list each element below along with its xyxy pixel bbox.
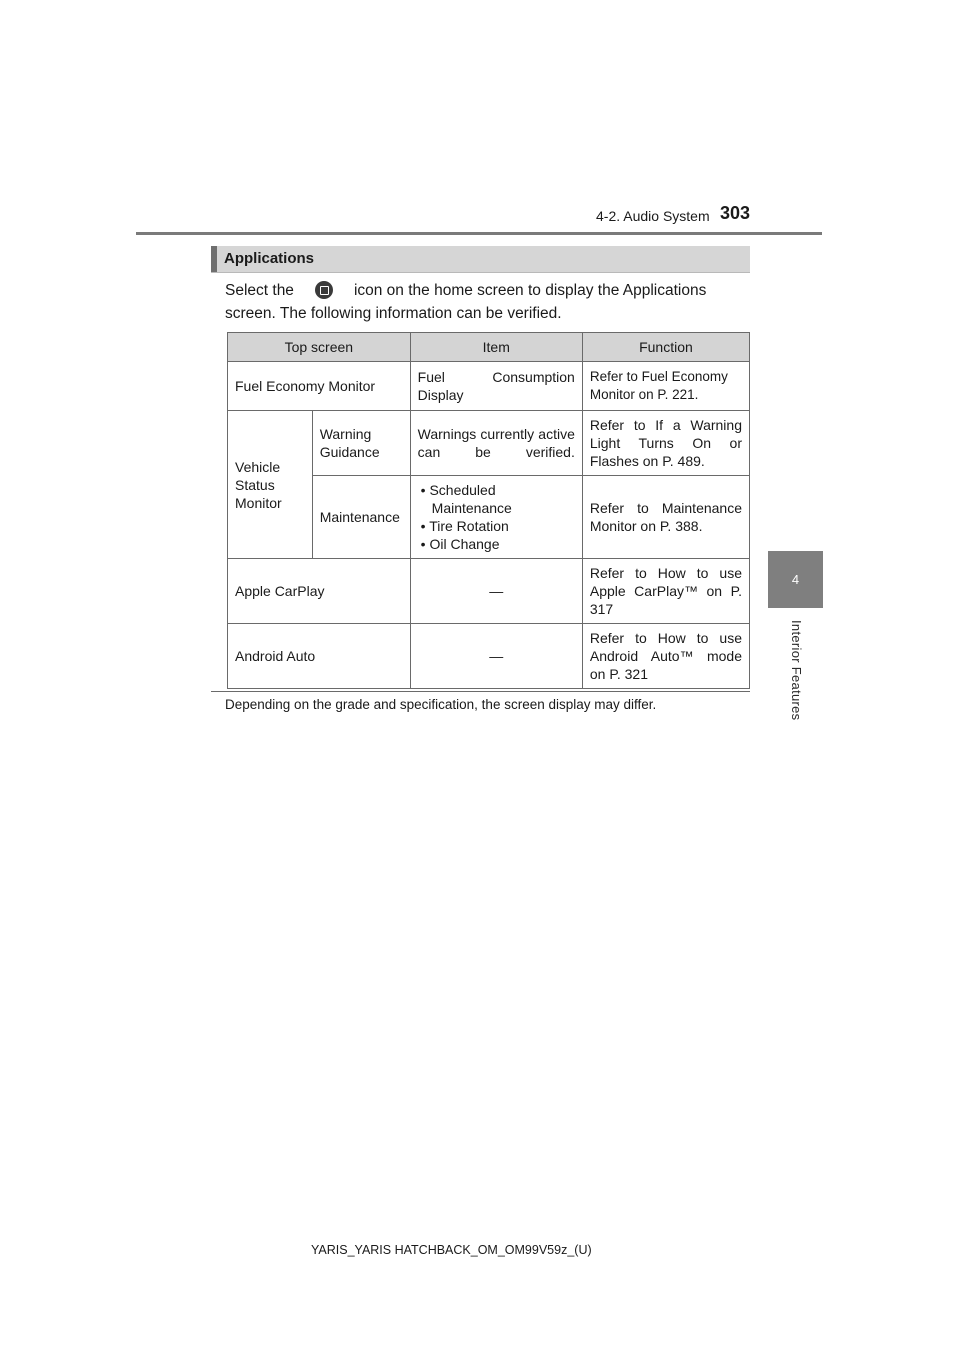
document-code: YARIS_YARIS HATCHBACK_OM_OM99V59z_(U) — [311, 1243, 592, 1257]
header-divider — [136, 232, 822, 235]
applications-table — [227, 332, 750, 689]
section-title: Applications — [224, 250, 315, 267]
cell-warning-function: Refer to If a Warning Light Turns On or Flashes on P. 489. — [582, 411, 749, 476]
table-header-row — [228, 333, 750, 362]
applications-icon — [315, 281, 333, 299]
cell-fuel-function: Refer to Fuel Economy Monitor on P. 221. — [582, 362, 749, 411]
table-row — [228, 362, 750, 411]
cell-carplay-item: — — [410, 559, 582, 624]
cell-maintenance-bullets — [410, 476, 582, 559]
cell-maintenance-item: Maintenance — [312, 476, 410, 559]
cell-warning-item: Warning Guidance — [312, 411, 410, 476]
list-item: • Oil Change — [418, 535, 575, 553]
header-section-title: 4-2. Audio System — [596, 208, 710, 224]
list-item: • Tire Rotation — [418, 517, 575, 535]
cell-carplay-top: Apple CarPlay — [228, 559, 411, 624]
maintenance-bullet-list — [418, 481, 575, 553]
header-top-screen: Top screen — [228, 333, 411, 362]
footnote: Depending on the grade and specification, the screen display may differ. — [225, 697, 657, 712]
chapter-number: 4 — [791, 572, 800, 587]
cell-carplay-function: Refer to How to use Apple CarPlay™ on P. 317 — [582, 559, 749, 624]
header-item: Item — [410, 333, 582, 362]
intro-text-before: Select the — [225, 282, 294, 299]
intro-text-after: icon on the home screen to display the Applications screen. The following information can be verified. — [225, 282, 707, 322]
cell-android-function: Refer to How to use Android Auto™ mode on P. 321 — [582, 624, 749, 689]
intro-paragraph — [225, 279, 750, 325]
chapter-tab[interactable] — [768, 551, 823, 608]
section-accent — [211, 246, 217, 272]
list-item: • Scheduled Maintenance — [418, 481, 575, 517]
cell-maintenance-function: Refer to Maintenance Monitor on P. 388. — [582, 476, 749, 559]
cell-warning-text: Warnings currently active can be verified. — [410, 411, 582, 476]
cell-android-top: Android Auto — [228, 624, 411, 689]
table-row — [228, 559, 750, 624]
page-number: 303 — [720, 203, 751, 223]
chapter-label: Interior Features — [789, 620, 804, 721]
table-row — [228, 624, 750, 689]
cell-vsm-top: Vehicle Status Monitor — [228, 411, 313, 559]
header-function: Function — [582, 333, 749, 362]
table-row — [228, 411, 750, 476]
section-heading-bar — [211, 246, 750, 273]
cell-fuel-item: Fuel Consumption Display — [410, 362, 582, 411]
cell-android-item: — — [410, 624, 582, 689]
section-end-divider — [211, 691, 750, 692]
cell-fuel-top: Fuel Economy Monitor — [228, 362, 411, 411]
